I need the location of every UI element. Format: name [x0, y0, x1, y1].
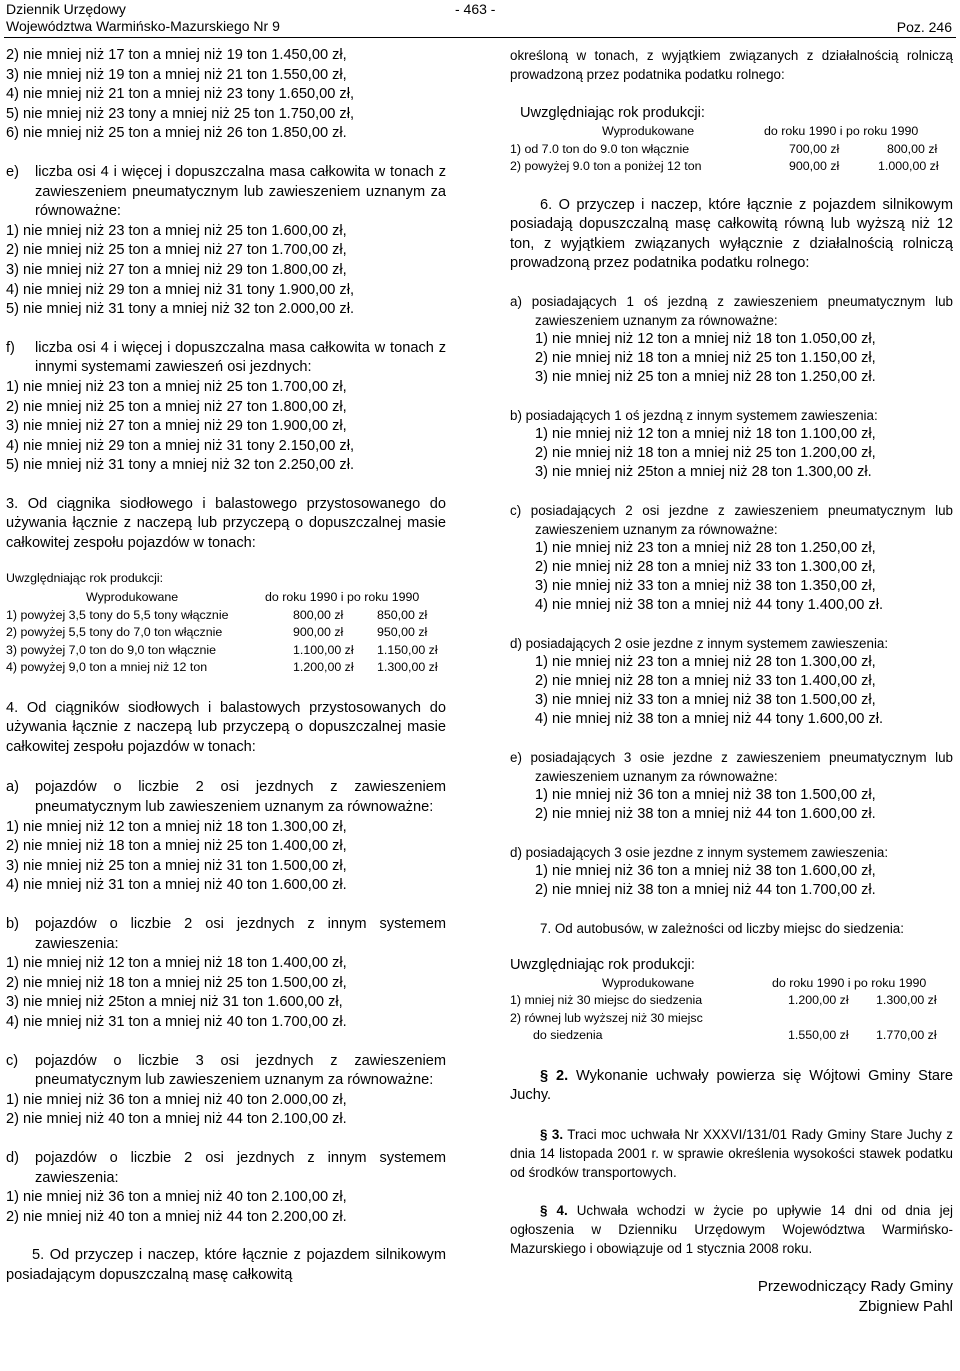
- section-r-d-heading: d) posiadających 2 osie jezdne z innym systemem zawieszenia:: [510, 635, 889, 651]
- list-item: 3) nie mniej niż 19 ton a mniej niż 21 ton 1.550,00 zł,: [6, 66, 347, 83]
- table-row: [510, 992, 953, 1010]
- list-item: 2) nie mniej niż 25 ton a mniej niż 27 ton 1.700,00 zł,: [6, 242, 347, 259]
- left-column: [6, 46, 446, 1286]
- section-r-e-heading: e) posiadających 3 osie jezdne z zawieszeniem pneumatycznym lub zawieszeniem uznanym za równoważne:: [510, 749, 953, 784]
- list-item: 1) nie mniej niż 12 ton a mniej niż 18 ton 1.100,00 zł,: [535, 425, 876, 442]
- list-item: 2) nie mniej niż 17 ton a mniej niż 19 ton 1.450,00 zł,: [6, 47, 347, 63]
- list-item: 4) nie mniej niż 31 ton a mniej niż 40 ton 1.700,00 zł.: [6, 1013, 347, 1030]
- section-c: [6, 1052, 446, 1130]
- table-cell: 1) mniej niż 30 miejsc do siedzenia: [510, 993, 703, 1008]
- list-item: 1) nie mniej niż 12 ton a mniej niż 18 ton 1.050,00 zł,: [535, 330, 876, 347]
- section-f-label: f): [6, 339, 15, 356]
- journal-title-line2: Województwa Warmińsko-Mazurskiego Nr 9: [6, 18, 280, 34]
- table-cell: 900,00 zł: [789, 159, 840, 173]
- journal-title: [6, 1, 280, 35]
- list-item: 2) nie mniej niż 18 ton a mniej niż 25 ton 1.200,00 zł,: [535, 444, 876, 461]
- list-item: 5) nie mniej niż 31 tony a mniej niż 32 ton 2.250,00 zł.: [6, 457, 355, 474]
- signature-name: Zbigniew Pahl: [858, 1298, 953, 1316]
- table-row: [6, 624, 446, 642]
- signature-title: Przewodniczący Rady Gminy: [757, 1278, 953, 1296]
- section-b-label: b): [6, 916, 19, 932]
- table-cell: 1.300,00 zł: [377, 660, 438, 675]
- list-item: 3) nie mniej niż 27 ton a mniej niż 29 ton 1.800,00 zł,: [6, 261, 347, 278]
- section-e-heading: [6, 163, 446, 222]
- section-a-heading: [6, 778, 446, 817]
- section-b-heading: [6, 915, 446, 954]
- list-item: 3) nie mniej niż 25 ton a mniej niż 31 ton 1.500,00 zł,: [6, 857, 347, 874]
- section-b-text: pojazdów o liczbie 2 osi jezdnych z innym systemem zawieszenia:: [35, 916, 446, 952]
- section-a-text: pojazdów o liczbie 2 osi jezdnych z zawieszeniem pneumatycznym lub zawieszeniem uznanym za równoważne:: [35, 779, 446, 816]
- list-item: 3) nie mniej niż 27 ton a mniej niż 29 ton 1.900,00 zł,: [6, 418, 347, 435]
- section-r-a: [510, 292, 953, 387]
- table-row: [6, 659, 446, 677]
- table-row: [510, 141, 953, 159]
- section-e: [6, 163, 446, 320]
- section-a: [6, 778, 446, 896]
- paragraph-6: 6. O przyczep i naczep, które łącznie z pojazdem silnikowym posiadają dopuszczalną masę całkowitą równą lub wyższą niż 12 ton, z wyjątkiem związanych wyłącznie z działalnością rolniczą prowadzoną przez podatnika podatku rolnego:: [510, 196, 953, 272]
- table-7: [510, 956, 953, 1045]
- table-3: [6, 570, 446, 677]
- table-caption: Uwzględniając rok produkcji:: [6, 570, 164, 585]
- section-2: [510, 1067, 953, 1106]
- table-head: [510, 975, 953, 993]
- paragraph-5: 5. Od przyczep i naczep, które łącznie z pojazdem silnikowym posiadającym dopuszczalną masę całkowitą: [6, 1247, 446, 1283]
- section-f: [6, 339, 446, 476]
- section-r-b: [510, 406, 953, 482]
- header-divider: [4, 37, 956, 38]
- table-cell: 1.300,00 zł: [876, 993, 937, 1008]
- page-header: [0, 0, 960, 42]
- list-item: 5) nie mniej niż 23 tony a mniej niż 25 ton 1.750,00 zł,: [6, 105, 355, 122]
- table-cell: 2) równej lub wyższej niż 30 miejsc: [510, 1010, 703, 1025]
- table-cell: 2) powyżej 5,5 tony do 7,0 ton włącznie: [6, 625, 223, 640]
- table-row: [510, 158, 953, 176]
- list-item: 4) nie mniej niż 29 ton a mniej niż 31 tony 1.900,00 zł,: [6, 281, 355, 298]
- section-a-label: a): [6, 779, 19, 796]
- position-number: Poz. 246: [896, 19, 952, 35]
- section-r-c-heading: c) posiadających 2 osi jezdne z zawieszeniem pneumatycznym lub zawieszeniem uznanym za równoważne:: [510, 502, 953, 537]
- section-f-text: liczba osi 4 i więcej i dopuszczalna masa całkowita w tonach z innymi systemami zawieszeń osi jezdnych:: [35, 339, 446, 376]
- table-cell: 1.770,00 zł: [876, 1028, 937, 1043]
- table-head-cell: do roku 1990 i po roku 1990: [772, 975, 927, 990]
- table-cell: 1.150,00 zł: [377, 642, 438, 657]
- list-item: 3) nie mniej niż 25ton a mniej niż 28 ton 1.300,00 zł.: [535, 463, 872, 480]
- table-cell: 900,00 zł: [293, 625, 344, 640]
- section-2-text: Wykonanie uchwały powierza się Wójtowi Gminy Stare Juchy.: [510, 1067, 953, 1104]
- section-f-heading: [6, 339, 446, 378]
- list-item: 6) nie mniej niż 25 ton a mniej niż 26 ton 1.850,00 zł.: [6, 125, 347, 142]
- list-item: 5) nie mniej niż 31 tony a mniej niż 32 ton 2.000,00 zł.: [6, 301, 355, 318]
- table-cell: 1.550,00 zł: [788, 1028, 849, 1043]
- table-row: [6, 607, 446, 625]
- table-row: [510, 1010, 953, 1028]
- section-e-text: liczba osi 4 i więcej i dopuszczalna masa całkowita w tonach z zawieszeniem pneumatycznym lub zawieszeniem uznanym za równoważne:: [35, 163, 446, 220]
- section-c-text: pojazdów o liczbie 3 osi jezdnych z zawieszeniem pneumatycznym lub zawieszeniem uznanym za równoważne:: [35, 1052, 446, 1089]
- list-item: 1) nie mniej niż 23 ton a mniej niż 28 ton 1.250,00 zł,: [535, 539, 876, 556]
- section-3: [510, 1125, 953, 1182]
- section-b: [6, 915, 446, 1033]
- table-cell: 1.000,00 zł: [878, 159, 939, 173]
- list-item: 2) nie mniej niż 18 ton a mniej niż 25 ton 1.150,00 zł,: [535, 349, 876, 366]
- table-cell: 800,00 zł: [887, 141, 938, 156]
- table-caption: Uwzględniając rok produkcji:: [510, 956, 695, 973]
- table-head-cell: Wyprodukowane: [86, 590, 179, 605]
- table-head: [6, 589, 446, 607]
- list-item: 2) nie mniej niż 18 ton a mniej niż 25 ton 1.500,00 zł,: [6, 974, 347, 991]
- list-item: 3) nie mniej niż 25 ton a mniej niż 28 ton 1.250,00 zł.: [535, 368, 876, 385]
- table-cell: 850,00 zł: [377, 607, 428, 622]
- list-item: 3) nie mniej niż 33 ton a mniej niż 38 ton 1.500,00 zł,: [535, 691, 876, 708]
- section-4-number: § 4.: [540, 1203, 568, 1219]
- table-cell: 2) powyżej 9.0 ton a poniżej 12 ton: [510, 159, 702, 173]
- section-c-label: c): [6, 1052, 19, 1069]
- section-r-f-heading: d) posiadających 3 osie jezdne z innym systemem zawieszenia:: [510, 844, 889, 860]
- list-item: 4) nie mniej niż 29 ton a mniej niż 31 tony 2.150,00 zł,: [6, 437, 355, 454]
- section-3-number: § 3.: [540, 1127, 564, 1143]
- section-2-number: § 2.: [540, 1067, 569, 1084]
- list-item: 1) nie mniej niż 36 ton a mniej niż 40 ton 2.100,00 zł,: [6, 1189, 347, 1206]
- table-cell: 1.100,00 zł: [293, 642, 354, 657]
- table-cell: 4) powyżej 9,0 ton a mniej niż 12 ton: [6, 660, 208, 675]
- section-r-b-heading: b) posiadających 1 oś jezdną z innym systemem zawieszenia:: [510, 407, 878, 423]
- table-cell: 800,00 zł: [293, 607, 344, 622]
- right-column: [510, 46, 953, 1317]
- table-cell: 1) powyżej 3,5 tony do 5,5 tony włącznie: [6, 607, 229, 622]
- list-item: 2) nie mniej niż 38 ton a mniej niż 44 ton 1.700,00 zł.: [535, 881, 876, 898]
- list-top: [6, 46, 446, 144]
- section-r-d: [510, 634, 953, 729]
- list-item: 2) nie mniej niż 40 ton a mniej niż 44 ton 2.100,00 zł.: [6, 1111, 347, 1128]
- table-cell: 950,00 zł: [377, 625, 428, 640]
- list-item: 1) nie mniej niż 23 ton a mniej niż 25 ton 1.700,00 zł,: [6, 378, 347, 395]
- table-head-cell: do roku 1990 i po roku 1990: [265, 590, 420, 605]
- section-3-text: Traci moc uchwała Nr XXXVI/131/01 Rady Gminy Stare Juchy z dnia 14 listopada 2001 r. w sprawie określenia wysokości stawek podatku od środków transportowych.: [510, 1127, 953, 1181]
- list-item: 2) nie mniej niż 38 ton a mniej niż 44 ton 1.600,00 zł.: [535, 805, 876, 822]
- list-item: 1) nie mniej niż 23 ton a mniej niż 25 ton 1.600,00 zł,: [6, 222, 347, 239]
- section-e-label: e): [6, 163, 19, 180]
- table-cell: 700,00 zł: [789, 141, 840, 156]
- paragraph-5-continued: określoną w tonach, z wyjątkiem związanych z działalnością rolniczą prowadzoną przez podatnika podatku rolnego:: [510, 48, 953, 82]
- list-item: 1) nie mniej niż 12 ton a mniej niż 18 ton 1.300,00 zł,: [6, 818, 347, 835]
- list-item: 2) nie mniej niż 28 ton a mniej niż 33 ton 1.300,00 zł,: [535, 558, 876, 575]
- list-item: 4) nie mniej niż 31 ton a mniej niż 40 ton 1.600,00 zł.: [6, 877, 347, 894]
- list-item: 1) nie mniej niż 36 ton a mniej niż 38 ton 1.500,00 zł,: [535, 786, 876, 803]
- page-number: - 463 -: [455, 1, 496, 17]
- paragraph-4: 4. Od ciągników siodłowych i balastowych przystosowanych do używania łącznie z naczepą lub przyczepą o dopuszczalnej masie całkowitej zespołu pojazdów w tonach:: [6, 699, 446, 755]
- table-cell: 1) od 7.0 ton do 9.0 ton włącznie: [510, 141, 690, 156]
- section-4-text: Uchwała wchodzi w życie po upływie 14 dni od dnia jej ogłoszenia w Dzienniku Urzędowym Województwa Warmińsko-Mazurskiego i obowiązuje od 1 stycznia 2008 roku.: [510, 1203, 953, 1257]
- list-item: 3) nie mniej niż 33 ton a mniej niż 38 ton 1.350,00 zł,: [535, 577, 876, 594]
- list-item: 2) nie mniej niż 25 ton a mniej niż 27 ton 1.800,00 zł,: [6, 398, 347, 415]
- section-4: [510, 1201, 953, 1258]
- section-d: [6, 1149, 446, 1227]
- table-head: [510, 123, 953, 141]
- table-cell: 1.200,00 zł: [788, 993, 849, 1008]
- table-head-cell: Wyprodukowane: [602, 124, 695, 138]
- table-cell: 1.200,00 zł: [293, 660, 354, 675]
- table-row: [510, 1027, 953, 1045]
- list-item: 3) nie mniej niż 25ton a mniej niż 31 ton 1.600,00 zł,: [6, 994, 343, 1011]
- section-d-heading: [6, 1149, 446, 1188]
- list-item: 1) nie mniej niż 36 ton a mniej niż 40 ton 2.000,00 zł,: [6, 1091, 347, 1108]
- list-item: 1) nie mniej niż 36 ton a mniej niż 38 ton 1.600,00 zł,: [535, 862, 876, 879]
- table-cell: do siedzenia: [533, 1028, 603, 1043]
- section-r-c: [510, 501, 953, 615]
- list-item: 4) nie mniej niż 38 ton a mniej niż 44 tony 1.600,00 zł.: [535, 710, 884, 727]
- section-d-label: d): [6, 1149, 19, 1166]
- paragraph-3: 3. Od ciągnika siodłowego i balastowego przystosowanego do używania łącznie z naczepą lub przyczepą o dopuszczalnej masie całkowitej zespołu pojazdów w tonach:: [6, 495, 446, 552]
- list-item: 1) nie mniej niż 23 ton a mniej niż 28 ton 1.300,00 zł,: [535, 653, 876, 670]
- list-item: 2) nie mniej niż 18 ton a mniej niż 25 ton 1.400,00 zł,: [6, 838, 347, 855]
- section-c-heading: [6, 1052, 446, 1091]
- table-head-cell: do roku 1990 i po roku 1990: [764, 124, 919, 138]
- section-r-e: [510, 748, 953, 824]
- journal-title-line1: Dziennik Urzędowy: [6, 1, 126, 17]
- paragraph-7: 7. Od autobusów, w zależności od liczby miejsc do siedzenia:: [540, 920, 904, 936]
- list-item: 1) nie mniej niż 12 ton a mniej niż 18 ton 1.400,00 zł,: [6, 955, 347, 972]
- table-5: [510, 104, 953, 176]
- signature-block: [510, 1277, 953, 1317]
- section-d-text: pojazdów o liczbie 2 osi jezdnych z innym systemem zawieszenia:: [35, 1149, 446, 1186]
- list-item: 4) nie mniej niż 38 ton a mniej niż 44 tony 1.400,00 zł.: [535, 596, 884, 613]
- section-r-f: [510, 843, 953, 900]
- table-row: [6, 642, 446, 660]
- table-head-cell: Wyprodukowane: [602, 975, 695, 990]
- list-item: 2) nie mniej niż 28 ton a mniej niż 33 ton 1.400,00 zł,: [535, 672, 876, 689]
- table-cell: 3) powyżej 7,0 ton do 9,0 ton włącznie: [6, 642, 217, 657]
- section-r-a-heading: a) posiadających 1 oś jezdną z zawieszeniem pneumatycznym lub zawieszeniem uznanym za równoważne:: [510, 293, 953, 328]
- list-item: 4) nie mniej niż 21 ton a mniej niż 23 tony 1.650,00 zł,: [6, 86, 355, 103]
- table-caption: Uwzględniając rok produkcji:: [520, 105, 705, 121]
- list-item: 2) nie mniej niż 40 ton a mniej niż 44 ton 2.200,00 zł.: [6, 1208, 347, 1225]
